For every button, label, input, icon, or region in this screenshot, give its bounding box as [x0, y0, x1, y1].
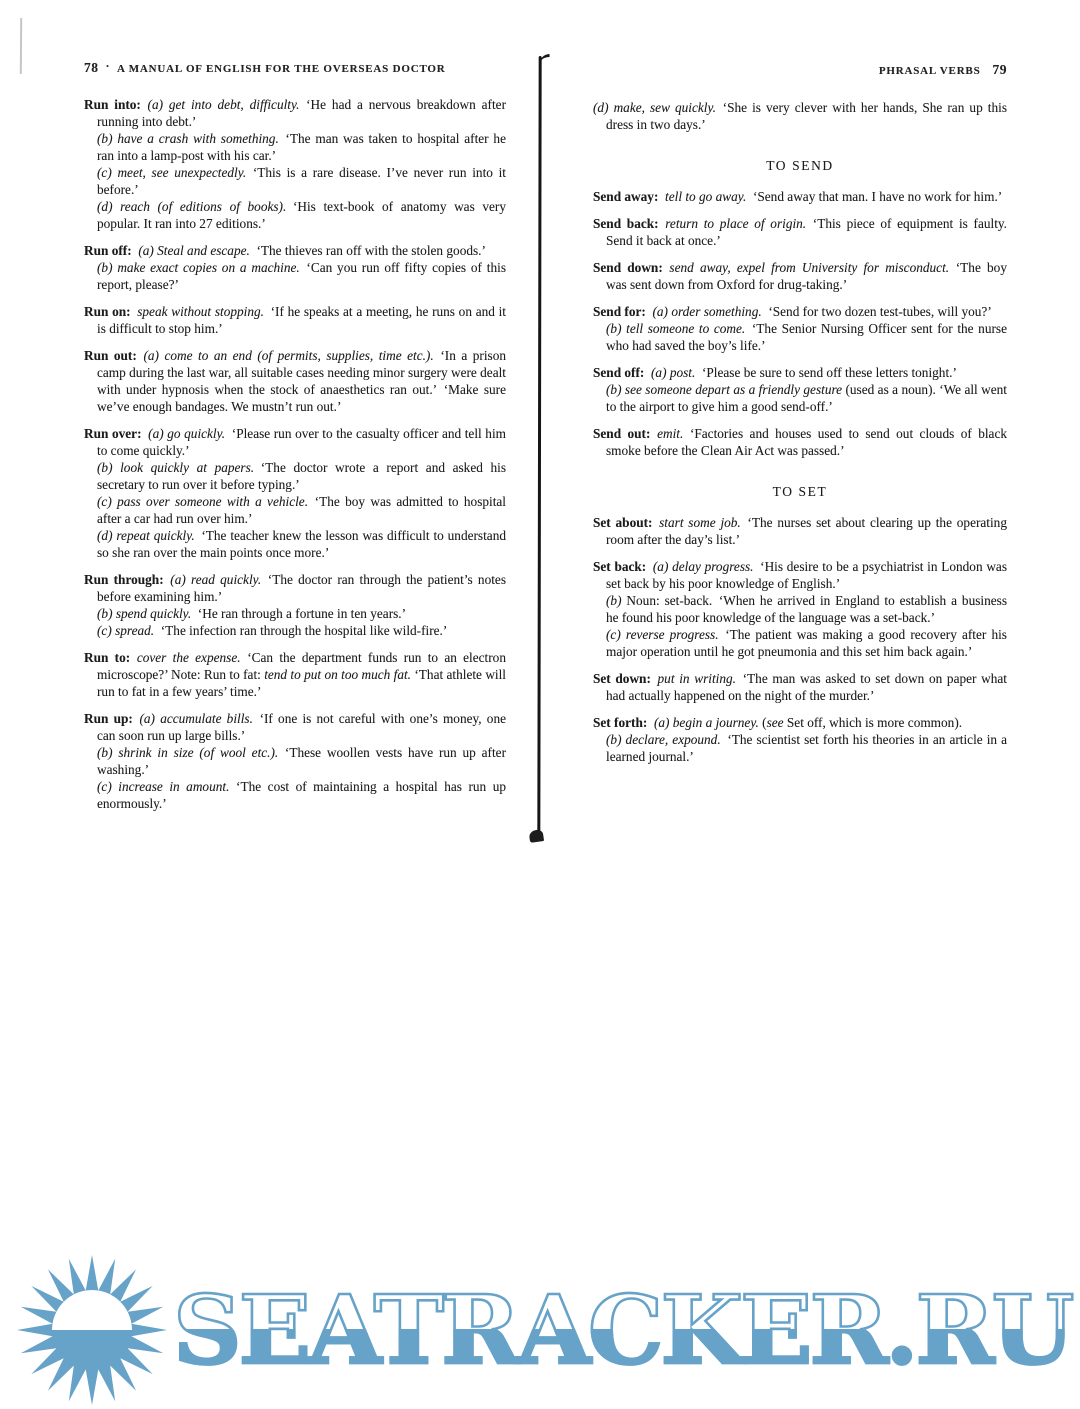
text-run: speak without stopping.	[137, 304, 264, 319]
text-run: ‘The nurses set about clearing up the operating room after the day’s list.’	[606, 515, 1007, 547]
phrasal-verb-entry	[593, 364, 1007, 415]
sense-line	[606, 626, 1007, 660]
text-run: (b)	[606, 593, 622, 608]
text-run: ‘The thieves ran off with the stolen goods.’	[249, 243, 486, 258]
text-run: (a) delay progress.	[652, 559, 754, 574]
text-run: ‘The patient was making a good recovery after his major operation until he got pneumonia and this set him back again.’	[606, 627, 1007, 659]
entry-term: Run to:	[84, 650, 131, 665]
sense-line	[593, 99, 1007, 133]
text-run: (a) order something.	[652, 304, 762, 319]
text-run: (d) make, sew quickly.	[593, 100, 716, 115]
right-page	[593, 62, 1007, 775]
phrasal-verb-entry	[593, 188, 1007, 205]
text-run: ‘Send away that man. I have no work for him.’	[746, 189, 1003, 204]
text-run: ‘Can the department funds run to an electron microscope?’ Note: Run to fat:	[97, 650, 506, 682]
text-run: ‘If he speaks at a meeting, he runs on and it is difficult to stop him.’	[97, 304, 506, 336]
header-separator: ·	[105, 59, 111, 73]
text-run: ‘The infection ran through the hospital like wild-fire.’	[154, 623, 448, 638]
phrasal-verb-entry	[84, 425, 506, 561]
text-run: (a) post.	[651, 365, 696, 380]
sense-line	[84, 347, 506, 415]
phrasal-verb-entry	[84, 571, 506, 639]
text-run: (b) spend quickly.	[97, 606, 192, 621]
text-run: (a) get into debt, difficulty.	[147, 97, 300, 112]
sense-line	[606, 592, 1007, 626]
sense-line	[593, 303, 1007, 320]
sense-line	[84, 571, 507, 605]
sense-line	[84, 242, 506, 259]
watermark-text: SEATRACKER.RU	[173, 1274, 1072, 1386]
section-heading: TO SET	[772, 484, 828, 499]
phrasal-verb-entry	[593, 303, 1007, 354]
sense-line	[606, 320, 1007, 354]
entry-term: Set down:	[593, 671, 651, 686]
text-run: ‘Can you run off fifty copies of this report, please?’	[97, 260, 506, 292]
entry-term: Set back:	[593, 559, 647, 574]
text-run: (a) begin a journey.	[653, 715, 759, 730]
page-number-left: 78	[84, 60, 99, 75]
entry-term: Set about:	[593, 515, 653, 530]
text-run: (c) reverse progress.	[606, 627, 719, 642]
phrasal-verb-entry	[593, 215, 1007, 249]
sense-line	[97, 164, 506, 198]
text-run: ‘The man was asked to set down on paper what had actually happened on the night of the murder.’	[606, 671, 1007, 703]
sense-line	[593, 670, 1007, 704]
text-run: put in writing.	[657, 671, 736, 686]
text-run: (b) declare, expound.	[606, 732, 721, 747]
sense-line	[97, 527, 506, 561]
page-number-right: 79	[992, 62, 1007, 77]
text-run: ‘This piece of equipment is faulty. Send it back at once.’	[606, 216, 1008, 248]
text-run: cover the expense.	[136, 650, 241, 665]
left-page-header	[84, 60, 506, 76]
sense-line	[84, 649, 507, 700]
sense-line	[84, 425, 506, 459]
phrasal-verb-entry	[593, 425, 1007, 459]
phrasal-verb-entry	[84, 347, 506, 415]
text-run: ‘The teacher knew the lesson was difficult to understand so she ran over the main points once more.’	[97, 528, 506, 560]
scan-artifact-line	[20, 18, 22, 74]
entry-term: Run on:	[84, 304, 131, 319]
phrasal-verb-entry	[84, 242, 506, 293]
text-run: ‘The boy was sent down from Oxford for drug-taking.’	[606, 260, 1007, 292]
text-run: ‘She is very clever with her hands, She ran up this dress in two days.’	[606, 100, 1007, 132]
text-run: emit.	[657, 426, 684, 441]
text-run: ‘Factories and houses used to send out clouds of black smoke before the Clean Air Act was passed.’	[606, 426, 1007, 458]
sense-line	[97, 259, 506, 293]
section-heading: TO SEND	[766, 158, 834, 173]
entry-term: Send down:	[593, 260, 663, 275]
phrasal-verb-entry	[84, 649, 506, 700]
text-run: ‘These woollen vests have run up after washing.’	[97, 745, 506, 777]
text-run: ‘The doctor wrote a report and asked his secretary to run over it before typing.’	[97, 460, 506, 492]
text-run: ‘The scientist set forth his theories in an article in a learned journal.’	[606, 732, 1007, 764]
entry-term: Run over:	[84, 426, 142, 441]
entry-term: Run off:	[84, 243, 132, 258]
entry-term: Run out:	[84, 348, 137, 363]
entry-term: Send back:	[593, 216, 659, 231]
text-run: ‘The Senior Nursing Officer sent for the nurse who had saved the boy’s life.’	[606, 321, 1007, 353]
right-page-header	[593, 62, 1007, 78]
sense-line	[593, 259, 1007, 293]
sense-line	[593, 425, 1007, 459]
phrasal-verb-entry	[84, 710, 506, 812]
running-title-left: A MANUAL OF ENGLISH FOR THE OVERSEAS DOCTOR	[117, 63, 446, 75]
entry-term: Send away:	[593, 189, 659, 204]
entry-term: Run through:	[84, 572, 164, 587]
sense-line	[97, 744, 506, 778]
text-run: Noun: set-back. ‘When he arrived in England to establish a business he found his poor knowledge of the language was a set-back.’	[606, 593, 1007, 625]
text-run: ‘He had a nervous breakdown after running into debt.’	[97, 97, 507, 129]
text-run: send away, expel from University for misconduct.	[669, 260, 950, 275]
entry-term: Run into:	[84, 97, 141, 112]
text-run: (d) reach (of editions of books).	[97, 199, 287, 214]
sun-icon	[16, 1254, 168, 1406]
sense-line	[606, 731, 1007, 765]
entry-term: Run up:	[84, 711, 133, 726]
sense-line	[84, 303, 506, 337]
text-run: (b) make exact copies on a machine.	[97, 260, 300, 275]
text-run: (c) increase in amount.	[97, 779, 230, 794]
text-run: (a) Steal and escape.	[138, 243, 250, 258]
text-run: start some job.	[659, 515, 741, 530]
sense-line	[97, 198, 506, 232]
text-run: ‘Please run over to the casualty officer and tell him to come quickly.’	[97, 426, 506, 458]
left-page-body	[84, 96, 506, 812]
text-run: ‘That athlete will run to fat in a few years’ time.’	[97, 667, 507, 699]
text-run: tell to go away.	[665, 189, 747, 204]
text-run: (c) pass over someone with a vehicle.	[97, 494, 309, 509]
text-run: (a) read quickly.	[170, 572, 262, 587]
phrasal-verb-entry	[593, 99, 1007, 133]
sense-line	[593, 364, 1007, 381]
entry-term: Send for:	[593, 304, 646, 319]
sense-line	[97, 130, 506, 164]
sense-line	[97, 459, 506, 493]
text-run: ‘Please be sure to send off these letters tonight.’	[695, 365, 957, 380]
text-run: Set off, which is more common).	[783, 715, 963, 730]
sense-line	[593, 558, 1007, 592]
text-run: ‘His desire to be a psychiatrist in London was set back by his poor knowledge of English.’	[606, 559, 1007, 591]
text-run: ‘If one is not careful with one’s money, one can soon run up large bills.’	[97, 711, 507, 743]
text-run: (c) meet, see unexpectedly.	[97, 165, 247, 180]
phrasal-verb-entry	[593, 514, 1007, 548]
sense-line	[84, 710, 507, 744]
book-binding-line	[537, 56, 541, 838]
text-run: (b) have a crash with something.	[97, 131, 279, 146]
sense-line	[97, 622, 506, 639]
text-run: return to place of origin.	[665, 216, 807, 231]
text-run: ‘His text-book of anatomy was very popular. It ran into 27 editions.’	[97, 199, 506, 231]
phrasal-verb-entry	[593, 259, 1007, 293]
text-run: ‘Send for two dozen test-tubes, will you?’	[761, 304, 992, 319]
phrasal-verb-entry	[593, 714, 1007, 765]
phrasal-verb-entry	[593, 670, 1007, 704]
sense-line	[593, 188, 1007, 205]
sense-line	[593, 215, 1008, 249]
text-run: ‘This is a rare disease. I’ve never run into it before.’	[97, 165, 506, 197]
text-run: see	[766, 715, 784, 730]
left-page	[84, 60, 506, 822]
text-run: (c) spread.	[97, 623, 155, 638]
running-title-right: PHRASAL VERBS	[878, 65, 981, 77]
text-run: (used as a noun). ‘We all went to the airport to give him a good send-off.’	[606, 382, 1007, 414]
sense-line	[593, 514, 1007, 548]
text-run: (	[758, 715, 767, 730]
sense-line	[97, 493, 506, 527]
text-run: ‘In a prison camp during the last war, all suitable cases needing minor surgery were dealt with under hypnosis when the stock of anaesthetics ran out.’ ‘Make sure we’ve enough bandages. We mustn’t run out.’	[97, 348, 506, 414]
sense-line	[593, 714, 1007, 731]
sense-line	[606, 381, 1007, 415]
text-run: ‘He ran through a fortune in ten years.’	[191, 606, 407, 621]
phrasal-verb-entry	[84, 96, 506, 232]
entry-term: Send out:	[593, 426, 651, 441]
watermark	[16, 1254, 1074, 1406]
text-run: ‘The boy was admitted to hospital after a car had run over him.’	[97, 494, 506, 526]
text-run: ‘The doctor ran through the patient’s notes before examining him.’	[97, 572, 507, 604]
text-run: (a) go quickly.	[148, 426, 226, 441]
sense-line	[97, 605, 506, 622]
sense-line	[97, 778, 506, 812]
text-run: (a) come to an end (of permits, supplies, time etc.).	[143, 348, 434, 363]
text-run: (b) tell someone to come.	[606, 321, 746, 336]
entry-term: Send off:	[593, 365, 645, 380]
text-run: tend to put on too much fat.	[264, 667, 412, 682]
phrasal-verb-entry	[593, 558, 1007, 660]
text-run: ‘The cost of maintaining a hospital has run up enormously.’	[97, 779, 507, 811]
text-run: (d) repeat quickly.	[97, 528, 195, 543]
text-run: ‘The man was taken to hospital after he ran into a lamp-post with his car.’	[97, 131, 506, 163]
text-run: (a) accumulate bills.	[139, 711, 253, 726]
sense-line	[84, 96, 507, 130]
text-run: (b) look quickly at papers.	[97, 460, 255, 475]
text-run: (b) see someone depart as a friendly gesture	[606, 382, 843, 397]
entry-term: Set forth:	[593, 715, 648, 730]
right-page-body	[593, 99, 1007, 765]
text-run: (b) shrink in size (of wool etc.).	[97, 745, 279, 760]
phrasal-verb-entry	[84, 303, 506, 337]
